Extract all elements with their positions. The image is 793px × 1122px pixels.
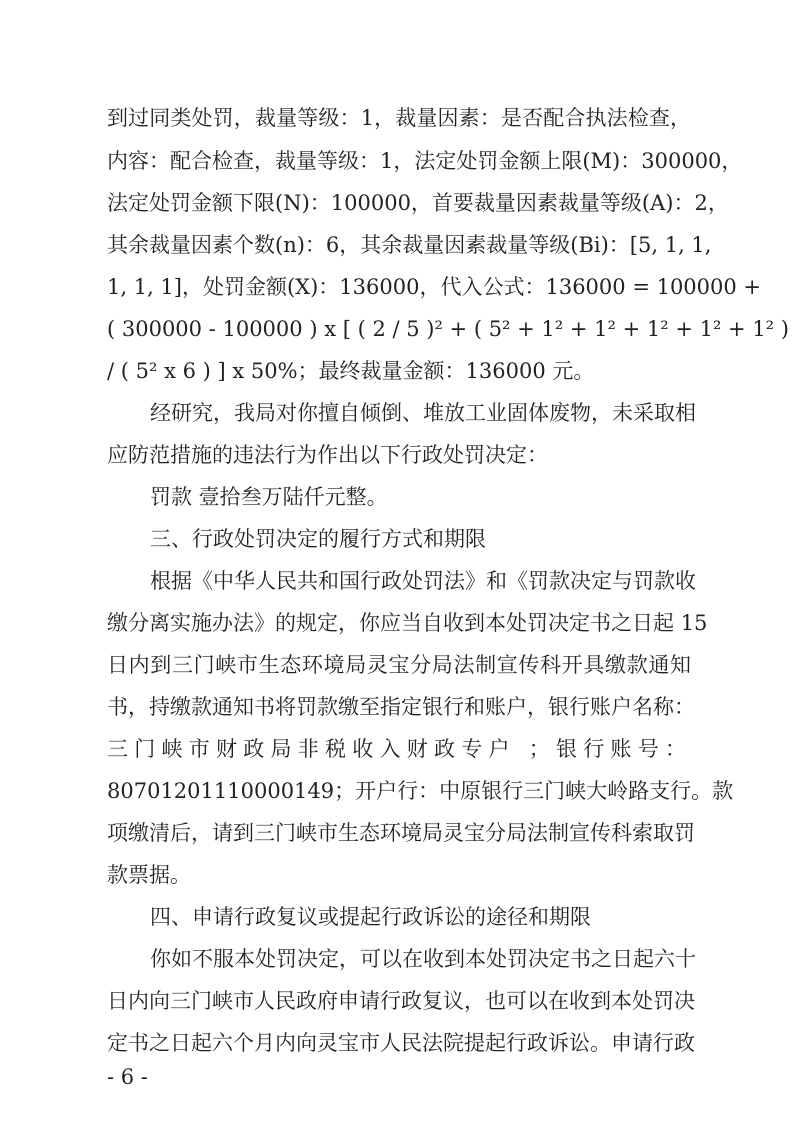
body-line-5: 1, 1, 1]，处罚金额(X)：136000，代入公式：136000 = 100000 + [107,275,762,299]
body-line-2: 内容：配合检查，裁量等级：1，法定处罚金额上限(M)：300000， [107,149,743,173]
body-line-4: 其余裁量因素个数(n)：6，其余裁量因素裁量等级(Bi)：[5, 1, 1, [107,233,712,257]
body-line-6: ( 300000 - 100000 ) x [ ( 2 / 5 )² + ( 5² + 1² + 1² + 1² + 1² + 1² ) [107,317,789,341]
body-line-8: 经研究，我局对你擅自倾倒、堆放工业固体废物，未采取相 [150,401,696,425]
body-line-22: 日内向三门峡市人民政府申请行政复议，也可以在收到本处罚决 [107,989,695,1013]
section-heading-3: 三、行政处罚决定的履行方式和期限 [150,527,486,551]
body-line-18: 项缴清后，请到三门峡市生态环境局灵宝分局法制宣传科索取罚 [107,821,695,845]
body-line-14: 日内到三门峡市生态环境局灵宝分局法制宣传科开具缴款通知 [107,653,691,677]
body-line-17: 80701201110000149；开户行：中原银行三门峡大岭路支行。款 [107,779,734,803]
body-line-7: / ( 5² x 6 ) ] x 50%；最终裁量金额：136000 元。 [107,359,595,383]
body-line-9: 应防范措施的违法行为作出以下行政处罚决定： [107,443,548,467]
body-line-1: 到过同类处罚，裁量等级：1，裁量因素：是否配合执法检查， [107,106,691,130]
body-line-12: 根据《中华人民共和国行政处罚法》和《罚款决定与罚款收 [150,569,696,593]
body-line-13: 缴分离实施办法》的规定，你应当自收到本处罚决定书之日起 15 [107,611,708,635]
body-line-15: 书，持缴款通知书将罚款缴至指定银行和账户，银行账户名称： [107,695,695,719]
body-line-21: 你如不服本处罚决定，可以在收到本处罚决定书之日起六十 [150,947,696,971]
body-line-10: 罚款 壹拾叁万陆仟元整。 [150,485,388,509]
body-line-19: 款票据。 [107,863,191,887]
page-number: - 6 - [107,1065,148,1089]
body-line-23: 定书之日起六个月内向灵宝市人民法院提起行政诉讼。申请行政 [107,1031,695,1055]
body-line-3: 法定处罚金额下限(N)：100000，首要裁量因素裁量等级(A)：2， [107,191,729,215]
body-line-16: 三门峡市财政局非税收入财政专户 ；银行账号： [107,737,691,761]
section-heading-4: 四、申请行政复议或提起行政诉讼的途径和期限 [150,905,591,929]
